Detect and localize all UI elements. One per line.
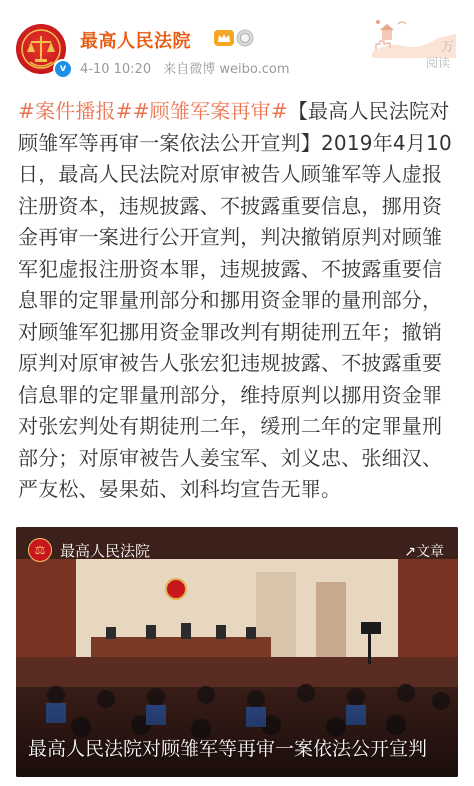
card-source <box>28 537 150 563</box>
post-source: 来自微博 weibo.com <box>163 62 290 77</box>
card-type-label: 文章 <box>416 544 444 560</box>
hashtag-retrial[interactable]: #顾雏军案再审# <box>132 99 288 123</box>
link-arrow-icon: ↗ <box>404 544 416 560</box>
card-title: 最高人民法院对顾雏军等再审一案依法公开宣判 <box>28 738 428 760</box>
card-source-logo-icon: ⚖ <box>28 538 52 562</box>
verified-v-icon: v <box>53 59 73 79</box>
hashtag-case-report[interactable]: #案件播报# <box>18 99 133 123</box>
crown-badge-icon[interactable] <box>213 29 235 47</box>
read-count: 万 <box>440 40 454 55</box>
article-card[interactable] <box>16 527 458 777</box>
post-time: 4-10 10:20 <box>80 62 152 77</box>
post-content: 【最高人民法院对顾雏军等再审一案依法公开宣判】2019年4月10日，最高人民法院对原审被告人顾雏军等人虚报注册资本，违规披露、不披露重要信息，挪用资金再审一案进行公开宣判，判决撤销原判对顾雏军犯虚报注册资本罪，违规披露、不披露重要信息罪的定罪量刑部分和挪用资金罪的量刑部分，对顾雏军犯挪用资金罪改判有期徒刑五年；撤销原判对原审被告人张宏犯违规披露、不披露重要信息罪的定罪量刑部分，维持原判以挪用资金罪对张宏判处有期徒刑二年，缓刑二年的定罪量刑部分；对原审被告人姜宝军、刘义忠、张细汉、严友松、晏果茹、刘科均宣告无罪。 <box>18 99 452 501</box>
post-header <box>0 0 474 92</box>
account-name[interactable]: 最高人民法院 <box>80 31 191 52</box>
card-source-name: 最高人民法院 <box>60 541 151 560</box>
read-count-area <box>368 12 460 70</box>
post-body <box>18 96 458 506</box>
post-meta <box>80 58 298 77</box>
medal-badge-icon[interactable] <box>236 29 254 47</box>
read-label: 阅读 <box>425 56 450 70</box>
card-type <box>404 541 444 561</box>
